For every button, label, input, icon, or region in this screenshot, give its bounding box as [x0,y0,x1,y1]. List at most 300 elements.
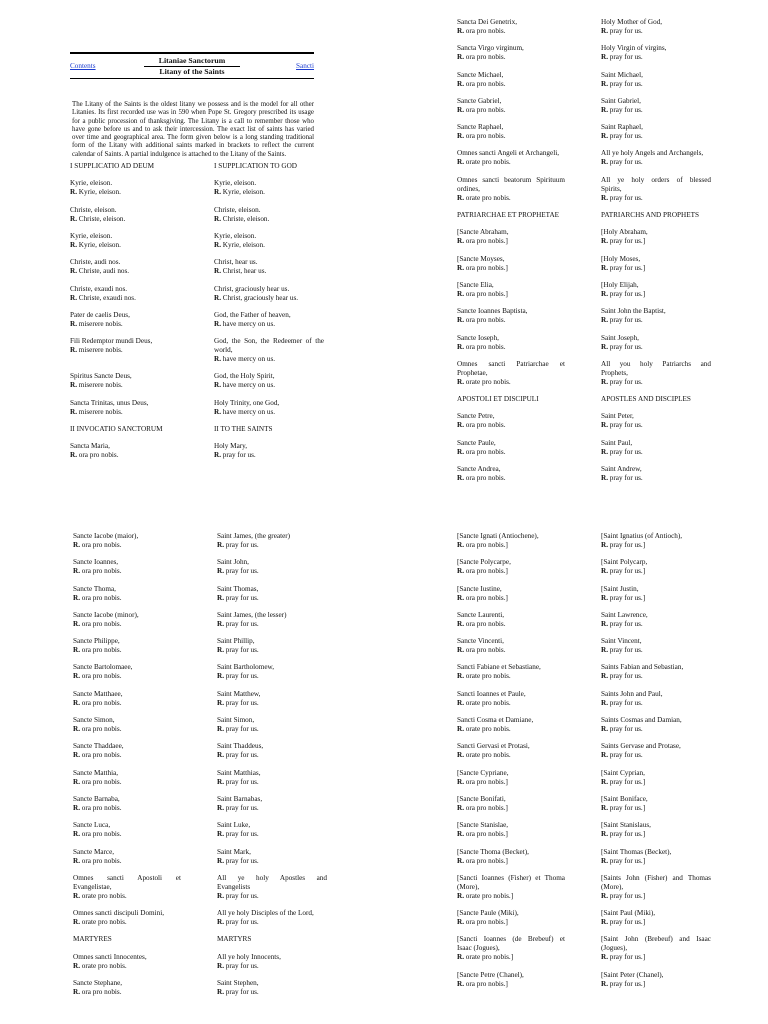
invocation-text: [Holy Elijah, [601,280,639,289]
latin-invocation [70,372,178,390]
response-text: miserere nobis. [78,407,123,416]
response-text: ora pro nobis.] [465,237,508,246]
invocation-text: Christe, exaudi nos. [70,284,128,293]
response-line [457,751,565,760]
response-label: R. [70,293,77,302]
latin-invocation [73,532,181,550]
response-label: R. [601,447,608,456]
invocation-text: Saint Joseph, [601,333,639,342]
sancti-link[interactable]: Sancti [296,62,314,70]
response-label: R. [73,777,80,786]
section-heading: APOSTLES AND DISCIPLES [601,395,691,404]
invocation-text: Saint Simon, [217,716,255,725]
invocation-text: Holy Mary, [214,442,248,451]
english-invocation [214,258,324,276]
response-line [601,778,711,787]
litany-row [73,637,327,655]
english-invocation [601,412,711,430]
litany-row [73,532,327,550]
invocation-text: Sancte Thaddaee, [73,742,124,751]
response-label: R. [601,953,608,962]
response-text: pray for us. [609,698,643,707]
invocation-text: Sancte Paule, [457,438,496,447]
response-text: pray for us.] [609,953,646,962]
response-text: orate pro nobis. [465,751,511,760]
response-line [73,962,181,971]
response-line [217,620,327,629]
response-label: R. [217,593,224,602]
response-text: pray for us.] [609,856,646,865]
invocation-text: Sancte Laurenti, [457,610,505,619]
invocation-text: [Sancte Moyses, [457,254,505,263]
english-invocation [601,176,711,203]
response-label: R. [217,830,224,839]
response-label: R. [457,619,464,628]
litany-row [457,412,711,430]
english-invocation [217,585,327,603]
response-text: pray for us. [225,891,259,900]
response-line [217,751,327,760]
latin-invocation [457,909,565,927]
response-label: R. [217,918,224,927]
response-label: R. [601,541,608,549]
latin-invocation [457,412,565,430]
response-label: R. [457,421,464,430]
response-label: R. [73,698,80,707]
response-line [601,672,711,681]
response-line [457,237,565,246]
response-text: orate pro nobis. [465,725,511,734]
response-label: R. [457,567,464,576]
invocation-text: [Sancte Cypriane, [457,768,509,777]
invocation-text: Saint John, [217,558,249,567]
litany-row [457,228,711,246]
response-label: R. [457,803,464,812]
litany-rows [457,18,711,483]
latin-invocation [457,465,565,483]
response-text: pray for us. [225,541,259,549]
litany-row [457,663,711,681]
english-invocation [601,334,711,352]
response-line [601,892,711,901]
response-label: R. [601,891,608,900]
response-line [73,804,181,813]
latin-invocation [457,123,565,141]
response-line [601,421,711,430]
english-invocation [601,637,711,655]
response-line [457,132,565,141]
response-line [601,830,711,839]
response-text: ora pro nobis.] [465,856,508,865]
english-invocation [601,769,711,787]
response-line [601,857,711,866]
response-line [214,381,324,390]
response-text: ora pro nobis. [465,53,506,62]
contents-link[interactable]: Contents [70,62,96,70]
response-label: R. [73,672,80,681]
response-text: ora pro nobis. [465,105,506,114]
response-label: R. [70,214,77,223]
response-label: R. [73,988,80,997]
invocation-text: [Saint Justin, [601,584,639,593]
response-label: R. [601,27,608,35]
response-text: ora pro nobis. [465,619,506,628]
response-label: R. [457,316,464,325]
response-label: R. [457,751,464,760]
invocation-text: Christ, graciously hear us. [214,284,290,293]
latin-invocation [457,395,565,404]
invocation-text: Sancta Trinitas, unus Deus, [70,398,149,407]
response-text: orate pro nobis. [465,158,511,167]
invocation-text: Fili Redemptor mundi Deus, [70,337,153,346]
page-panel-1 [70,52,324,469]
litany-rows [70,162,324,460]
english-invocation [217,663,327,681]
english-invocation [601,909,711,927]
response-line [457,567,565,576]
response-text: orate pro nobis. [465,193,511,202]
response-line [70,215,178,224]
response-line [73,567,181,576]
invocation-text: Sancti Gervasi et Protasi, [457,742,530,751]
litany-row [73,953,327,971]
invocation-text: Holy Virgin of virgins, [601,44,667,53]
response-label: R. [217,725,224,734]
response-line [217,857,327,866]
invocation-line-tail: Isaac (Jogues), [457,944,500,953]
invocation-text: [Holy Abraham, [601,228,648,237]
response-text: pray for us. [609,316,643,325]
litany-row [457,307,711,325]
response-line [73,857,181,866]
invocation-text: Sancti Cosma et Damiane, [457,716,534,725]
response-line [601,316,711,325]
english-invocation [214,425,324,434]
response-text: ora pro nobis.] [465,918,508,927]
invocation-text: Omnes sancti Angeli et Archangeli, [457,149,559,158]
latin-invocation [70,179,178,197]
response-text: pray for us.] [609,803,646,812]
invocation-text: Saint Gabriel, [601,96,641,105]
litany-row [457,44,711,62]
invocation-line: [Sancti Ioannes (Fisher) et Thoma [457,873,565,882]
invocation-line: Omnes sancti beatorum Spirituum [457,175,565,184]
response-text: ora pro nobis. [81,988,122,997]
response-line [601,804,711,813]
invocation-text: Sancte Bartolomaee, [73,663,133,672]
response-line [457,646,565,655]
litany-row [70,442,324,460]
invocation-text: Sancte Iacobe (maior), [73,532,139,540]
english-invocation [217,611,327,629]
response-label: R. [601,105,608,114]
response-line [73,699,181,708]
english-invocation [214,162,324,171]
english-invocation [601,971,711,989]
response-line [217,646,327,655]
english-invocation [601,532,711,550]
response-line [73,918,181,927]
response-line [217,541,327,550]
response-line [73,672,181,681]
response-text: pray for us. [225,672,259,681]
response-line [70,320,178,329]
english-invocation [601,663,711,681]
invocation-text: [Sancte Polycarpe, [457,558,511,567]
invocation-text: [Sancte Ignati (Antiochene), [457,532,539,540]
response-line [457,421,565,430]
invocation-text: Sancta Maria, [70,442,110,451]
latin-invocation [70,232,178,250]
response-label: R. [217,856,224,865]
response-line [457,27,565,36]
response-text: ora pro nobis.] [465,777,508,786]
response-line [457,830,565,839]
invocation-line: God, the Son, the Redeemer of the [214,337,324,346]
litany-row [457,848,711,866]
english-invocation [601,795,711,813]
response-line [457,804,565,813]
litany-row [457,742,711,760]
invocation-line: Omnes sancti Patriarchae et [457,359,565,368]
invocation-line: All you holy Patriarchs and [601,359,711,368]
response-text: Christe, eleison. [78,214,126,223]
response-line [601,620,711,629]
latin-invocation [70,285,178,303]
response-text: ora pro nobis. [81,672,122,681]
invocation-text: [Sancte Bonifati, [457,794,506,803]
latin-invocation [457,176,565,203]
english-invocation [601,465,711,483]
invocation-text: Christe, eleison. [214,205,261,214]
response-text: ora pro nobis. [465,79,506,88]
response-line [214,267,324,276]
response-text: pray for us. [609,27,643,35]
response-text: Christ, graciously hear us. [222,293,299,302]
invocation-text: Sancte Vincenti, [457,637,504,646]
latin-invocation [73,795,181,813]
english-invocation [601,228,711,246]
response-line [457,80,565,89]
response-label: R. [70,319,77,328]
response-label: R. [601,79,608,88]
response-line [601,541,711,550]
english-invocation [214,285,324,303]
section-heading: APOSTOLI ET DISCIPULI [457,395,539,404]
invocation-text: [Saint Peter (Chanel), [601,970,664,979]
invocation-text: Kyrie, eleison. [214,231,257,240]
response-text: pray for us. [609,193,643,202]
response-text: ora pro nobis. [465,316,506,325]
response-label: R. [73,751,80,760]
litany-row [457,558,711,576]
response-line [601,918,711,927]
response-line [601,290,711,299]
response-line [457,672,565,681]
response-line [457,892,565,901]
response-label: R. [457,237,464,246]
response-text: pray for us. [225,918,259,927]
litany-row [457,935,711,962]
response-text: pray for us.] [609,891,646,900]
response-label: R. [601,421,608,430]
english-invocation [601,149,711,167]
response-label: R. [217,698,224,707]
invocation-text: Saint Stephen, [217,979,259,988]
response-line [70,241,178,250]
response-text: pray for us.] [609,541,646,549]
response-line [457,290,565,299]
latin-invocation [457,228,565,246]
response-line [214,215,324,224]
response-label: R. [601,342,608,351]
latin-invocation [457,716,565,734]
litany-rows [73,532,327,997]
response-label: R. [457,672,464,681]
latin-invocation [457,742,565,760]
latin-invocation [457,848,565,866]
response-text: pray for us. [225,646,259,655]
response-text: pray for us.] [609,830,646,839]
response-line [217,804,327,813]
response-line [217,918,327,927]
response-line [217,830,327,839]
invocation-text: Saint Mark, [217,847,251,856]
response-line [217,892,327,901]
response-line [601,237,711,246]
latin-invocation [457,935,565,962]
response-text: pray for us. [609,619,643,628]
latin-invocation [73,769,181,787]
response-line [601,646,711,655]
latin-invocation [457,211,565,220]
section-heading-row [73,935,327,944]
invocation-text: [Saint Boniface, [601,794,648,803]
response-line [457,264,565,273]
response-line [217,672,327,681]
litany-row [70,337,324,364]
title-latin: Litaniae Sanctorum [158,56,226,65]
english-invocation [217,953,327,971]
response-text: ora pro nobis. [465,421,506,430]
response-label: R. [457,447,464,456]
litany-row [73,663,327,681]
response-label: R. [70,381,77,390]
response-label: R. [70,240,77,249]
english-invocation [214,399,324,417]
litany-row [70,372,324,390]
latin-invocation [457,821,565,839]
response-text: pray for us. [225,830,259,839]
invocation-text: [Sancte Paule (Miki), [457,909,519,918]
latin-invocation [73,716,181,734]
invocation-text: Saints Fabian and Sebastian, [601,663,684,672]
invocation-text: All ye holy Disciples of the Lord, [217,909,314,918]
response-label: R. [457,342,464,351]
response-line [457,918,565,927]
invocation-line-tail: ordines, [457,184,480,193]
response-label: R. [214,451,221,460]
response-label: R. [73,567,80,576]
response-label: R. [73,619,80,628]
response-label: R. [73,891,80,900]
latin-invocation [457,637,565,655]
response-label: R. [601,918,608,927]
response-text: ora pro nobis. [465,447,506,456]
response-text: ora pro nobis. [78,451,119,460]
litany-row [457,465,711,483]
english-invocation [601,848,711,866]
invocation-line: [Sancti Ioannes (de Brebeuf) et [457,935,565,944]
response-label: R. [601,193,608,202]
response-text: ora pro nobis.] [465,593,508,602]
litany-row [457,874,711,901]
response-line [601,594,711,603]
response-line [457,158,565,167]
latin-invocation [70,399,178,417]
invocation-text: [Saint Paul (Miki), [601,909,656,918]
response-label: R. [601,979,608,988]
english-invocation [217,690,327,708]
english-invocation [601,307,711,325]
invocation-line-tail: (More), [457,882,480,891]
response-label: R. [457,725,464,734]
latin-invocation [457,585,565,603]
latin-invocation [457,281,565,299]
response-label: R. [457,105,464,114]
response-text: pray for us. [225,988,259,997]
invocation-text: Sancte Luca, [73,821,111,830]
response-line [214,294,324,303]
response-text: pray for us. [609,421,643,430]
response-label: R. [601,593,608,602]
response-line [601,474,711,483]
latin-invocation [457,663,565,681]
response-line [601,448,711,457]
response-label: R. [73,593,80,602]
litany-row [73,769,327,787]
response-label: R. [601,803,608,812]
response-line [217,567,327,576]
response-line [457,541,565,550]
english-invocation [601,874,711,901]
response-text: ora pro nobis.] [465,803,508,812]
english-invocation [217,935,327,944]
response-line [73,988,181,997]
section-heading-row [457,395,711,404]
response-text: pray for us.] [609,918,646,927]
response-line [601,53,711,62]
english-invocation [214,179,324,197]
response-text: miserere nobis. [78,346,123,355]
latin-invocation [73,663,181,681]
response-line [214,320,324,329]
invocation-text: Saint Vincent, [601,637,642,646]
response-text: pray for us. [609,79,643,88]
response-line [457,194,565,203]
invocation-line-tail: Evangelists [217,882,251,891]
response-text: ora pro nobis. [81,698,122,707]
response-text: Kyrie, eleison. [78,240,121,249]
english-invocation [214,372,324,390]
english-invocation [217,769,327,787]
response-label: R. [70,188,77,197]
invocation-text: Saint Matthias, [217,768,261,777]
invocation-text: All ye holy Angels and Archangels, [601,149,704,158]
latin-invocation [457,874,565,901]
english-invocation [601,742,711,760]
response-line [601,725,711,734]
